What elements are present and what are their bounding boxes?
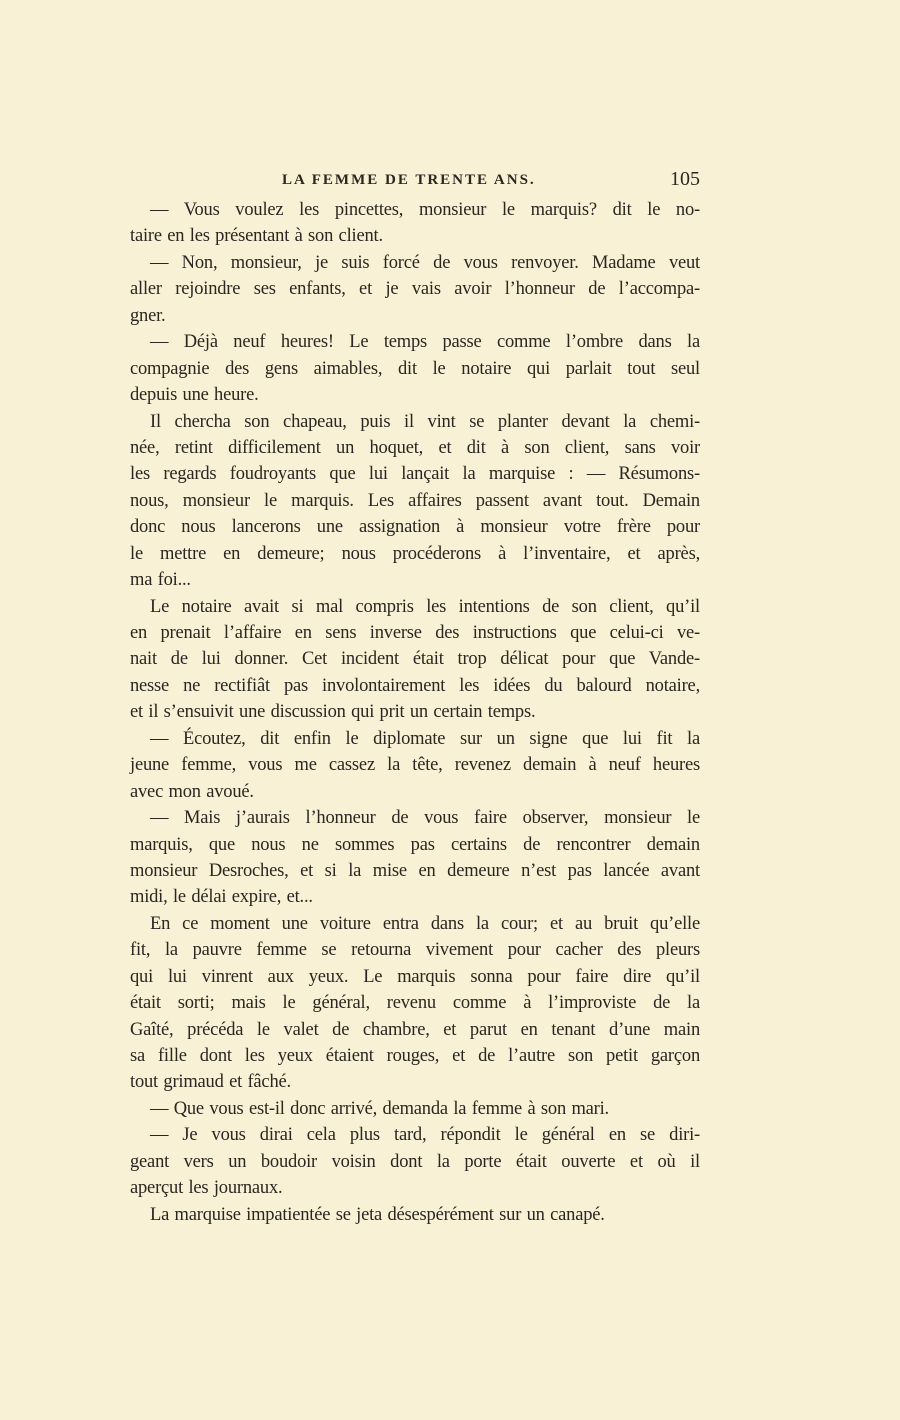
text-line: compagnie des gens aimables, dit le notaire qui parlait tout seul	[130, 358, 700, 379]
page-number: 105	[670, 168, 700, 190]
text-line: — Je vous dirai cela plus tard, répondit le général en se diri-	[150, 1125, 700, 1146]
text-line: — Que vous est-il donc arrivé, demanda la femme à son mari.	[150, 1098, 609, 1119]
text-line: marquis, que nous ne sommes pas certains de rencontrer demain	[130, 834, 700, 855]
paragraph	[130, 409, 700, 594]
running-header	[130, 168, 700, 194]
text-line: — Déjà neuf heures! Le temps passe comme l’ombre dans la	[150, 332, 700, 353]
paragraph	[130, 250, 700, 329]
text-line: — Écoutez, dit enfin le diplomate sur un signe que lui fit la	[150, 728, 700, 749]
paragraph	[130, 1202, 700, 1228]
text-line: était sorti; mais le général, revenu comme à l’improviste de la	[130, 993, 700, 1014]
text-line: tout grimaud et fâché.	[130, 1072, 291, 1093]
text-line: fit, la pauvre femme se retourna vivement pour cacher des pleurs	[130, 940, 700, 961]
text-line: jeune femme, vous me cassez la tête, revenez demain à neuf heures	[130, 755, 700, 776]
paragraph	[130, 594, 700, 726]
text-line: née, retint difficilement un hoquet, et dit à son client, sans voir	[130, 437, 700, 458]
text-line: qui lui vinrent aux yeux. Le marquis sonna pour faire dire qu’il	[130, 966, 700, 987]
text-line: Le notaire avait si mal compris les intentions de son client, qu’il	[150, 596, 700, 617]
text-line: depuis une heure.	[130, 385, 259, 406]
text-line: gner.	[130, 305, 166, 326]
text-line: nait de lui donner. Cet incident était trop délicat pour que Vande-	[130, 649, 700, 670]
running-title: LA FEMME DE TRENTE ANS.	[282, 172, 536, 188]
text-line: En ce moment une voiture entra dans la cour; et au bruit qu’elle	[150, 913, 700, 934]
text-line: en prenait l’affaire en sens inverse des instructions que celui-ci ve-	[130, 623, 700, 643]
paragraph	[130, 726, 700, 805]
text-line: midi, le délai expire, et...	[130, 887, 313, 908]
text-line: ma foi...	[130, 570, 191, 591]
text-line: — Non, monsieur, je suis forcé de vous renvoyer. Madame veut	[150, 252, 700, 273]
body-text	[130, 197, 700, 1228]
text-line: sa fille dont les yeux étaient rouges, et de l’autre son petit garçon	[130, 1046, 700, 1066]
paragraph	[130, 911, 700, 1096]
text-line: — Vous voulez les pincettes, monsieur le marquis? dit le no-	[150, 200, 700, 220]
text-line: Gaîté, précéda le valet de chambre, et parut en tenant d’une main	[130, 1019, 700, 1040]
text-line: avec mon avoué.	[130, 781, 254, 802]
paragraph	[130, 197, 700, 250]
paragraph	[130, 329, 700, 408]
text-line: le mettre en demeure; nous procéderons à l’inventaire, et après,	[130, 543, 700, 564]
text-line: les regards foudroyants que lui lançait la marquise : — Résumons-	[130, 464, 700, 485]
paragraph	[130, 805, 700, 911]
text-line: aller rejoindre ses enfants, et je vais avoir l’honneur de l’accompa-	[130, 279, 700, 300]
text-line: — Mais j’aurais l’honneur de vous faire observer, monsieur le	[150, 808, 700, 829]
text-line: La marquise impatientée se jeta désespérément sur un canapé.	[150, 1204, 605, 1225]
paragraph	[130, 1122, 700, 1201]
text-line: monsieur Desroches, et si la mise en demeure n’est pas lancée avant	[130, 860, 700, 881]
text-line: taire en les présentant à son client.	[130, 226, 383, 247]
text-line: aperçut les journaux.	[130, 1178, 283, 1199]
text-line: nous, monsieur le marquis. Les affaires passent avant tout. Demain	[130, 490, 700, 511]
text-line: geant vers un boudoir voisin dont la porte était ouverte et où il	[130, 1151, 700, 1172]
paragraph	[130, 1096, 700, 1122]
text-line: nesse ne rectifiât pas involontairement les idées du balourd notaire,	[130, 675, 700, 696]
text-line: Il chercha son chapeau, puis il vint se planter devant la chemi-	[150, 411, 700, 432]
text-line: et il s’ensuivit une discussion qui prit un certain temps.	[130, 702, 536, 723]
text-line: donc nous lancerons une assignation à monsieur votre frère pour	[130, 517, 700, 538]
